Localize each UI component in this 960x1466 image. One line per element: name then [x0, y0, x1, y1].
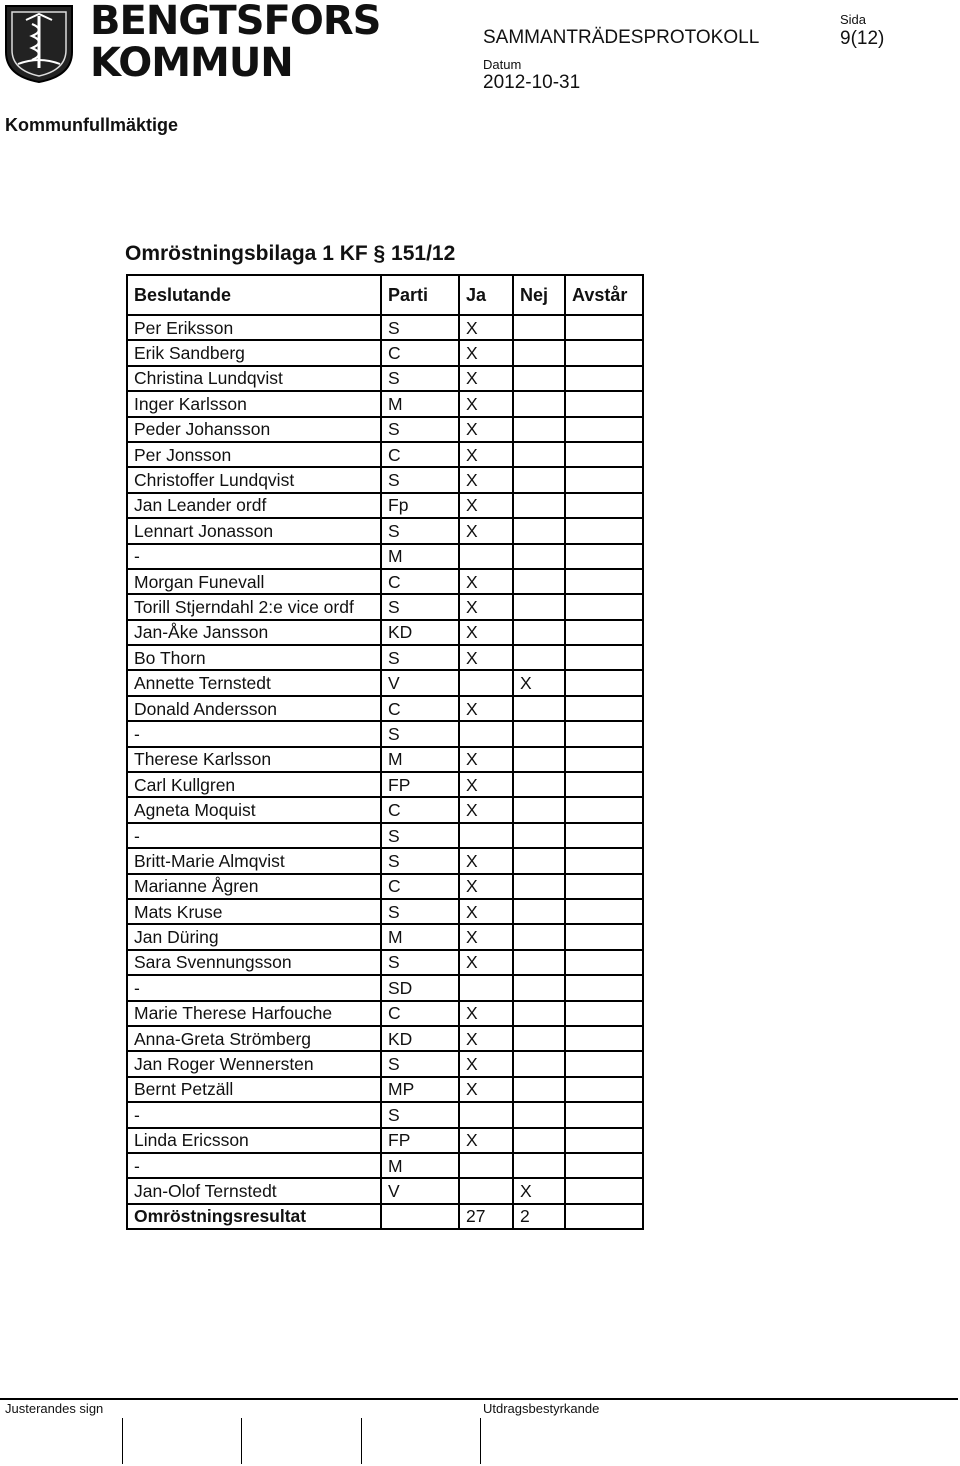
member-name-cell: Bo Thorn — [127, 645, 381, 670]
abstain-cell — [565, 594, 643, 619]
yes-cell: X — [459, 899, 513, 924]
party-cell: M — [381, 391, 459, 416]
table-row — [127, 467, 643, 492]
yes-cell: X — [459, 696, 513, 721]
yes-cell: X — [459, 1077, 513, 1102]
party-cell: S — [381, 467, 459, 492]
abstain-cell — [565, 340, 643, 365]
abstain-cell — [565, 442, 643, 467]
column-header-nej: Nej — [513, 275, 565, 315]
no-cell — [513, 340, 565, 365]
footer-divider — [0, 1398, 958, 1400]
table-row — [127, 899, 643, 924]
no-cell — [513, 823, 565, 848]
yes-cell: X — [459, 620, 513, 645]
signature-footer — [0, 1398, 960, 1466]
no-cell — [513, 391, 565, 416]
no-cell — [513, 747, 565, 772]
no-cell — [513, 975, 565, 1000]
member-name-cell: Carl Kullgren — [127, 772, 381, 797]
abstain-cell — [565, 848, 643, 873]
table-row — [127, 417, 643, 442]
document-type: SAMMANTRÄDESPROTOKOLL — [483, 27, 760, 48]
member-name-cell: Per Jonsson — [127, 442, 381, 467]
no-cell — [513, 493, 565, 518]
no-cell — [513, 518, 565, 543]
yes-cell: X — [459, 493, 513, 518]
party-cell: S — [381, 721, 459, 746]
no-cell — [513, 797, 565, 822]
table-row — [127, 1077, 643, 1102]
table-row — [127, 493, 643, 518]
table-row — [127, 1051, 643, 1076]
yes-cell: X — [459, 645, 513, 670]
vote-table-body — [127, 315, 643, 1229]
yes-cell: X — [459, 797, 513, 822]
yes-cell — [459, 670, 513, 695]
yes-cell: X — [459, 366, 513, 391]
member-name-cell: Annette Ternstedt — [127, 670, 381, 695]
member-name-cell: Donald Andersson — [127, 696, 381, 721]
table-row — [127, 950, 643, 975]
signature-box-divider — [241, 1418, 242, 1464]
total-no-cell: 2 — [513, 1204, 565, 1229]
table-row — [127, 848, 643, 873]
party-cell: SD — [381, 975, 459, 1000]
party-cell: S — [381, 315, 459, 340]
page-label: Sida — [840, 12, 867, 27]
abstain-cell — [565, 493, 643, 518]
no-cell — [513, 1102, 565, 1127]
party-cell: C — [381, 797, 459, 822]
column-header-avstar: Avstår — [565, 275, 643, 315]
yes-cell: X — [459, 874, 513, 899]
table-row — [127, 340, 643, 365]
abstain-cell — [565, 1051, 643, 1076]
table-row — [127, 645, 643, 670]
yes-cell — [459, 1153, 513, 1178]
table-row — [127, 1102, 643, 1127]
yes-cell: X — [459, 1001, 513, 1026]
member-name-cell: Anna-Greta Strömberg — [127, 1026, 381, 1051]
member-name-cell: Jan Leander ordf — [127, 493, 381, 518]
no-cell: X — [513, 670, 565, 695]
vote-table — [126, 274, 644, 1230]
no-cell — [513, 544, 565, 569]
abstain-cell — [565, 772, 643, 797]
member-name-cell: - — [127, 975, 381, 1000]
no-cell — [513, 696, 565, 721]
abstain-cell — [565, 620, 643, 645]
abstain-cell — [565, 467, 643, 492]
table-row — [127, 442, 643, 467]
abstain-cell — [565, 696, 643, 721]
yes-cell: X — [459, 340, 513, 365]
party-cell: Fp — [381, 493, 459, 518]
yes-cell: X — [459, 467, 513, 492]
yes-cell: X — [459, 848, 513, 873]
party-cell: C — [381, 442, 459, 467]
yes-cell: X — [459, 569, 513, 594]
municipality-logo — [4, 0, 381, 86]
party-cell: MP — [381, 1077, 459, 1102]
yes-cell: X — [459, 442, 513, 467]
table-row — [127, 772, 643, 797]
abstain-cell — [565, 747, 643, 772]
member-name-cell: Per Eriksson — [127, 315, 381, 340]
party-cell: M — [381, 747, 459, 772]
signature-box-divider — [361, 1418, 362, 1464]
department-name: Kommunfullmäktige — [5, 115, 179, 135]
signature-box-divider — [122, 1418, 123, 1464]
abstain-cell — [565, 670, 643, 695]
member-name-cell: Sara Svennungsson — [127, 950, 381, 975]
no-cell — [513, 315, 565, 340]
yes-cell — [459, 975, 513, 1000]
party-cell: M — [381, 924, 459, 949]
party-cell: S — [381, 518, 459, 543]
no-cell — [513, 645, 565, 670]
party-cell: S — [381, 950, 459, 975]
no-cell — [513, 721, 565, 746]
table-row — [127, 569, 643, 594]
table-row — [127, 747, 643, 772]
logo-line-2: KOMMUN — [90, 40, 293, 86]
abstain-cell — [565, 1077, 643, 1102]
party-cell: M — [381, 544, 459, 569]
no-cell — [513, 874, 565, 899]
logo-wordmark — [90, 0, 380, 84]
table-row — [127, 391, 643, 416]
yes-cell: X — [459, 950, 513, 975]
no-cell — [513, 1026, 565, 1051]
table-row — [127, 1153, 643, 1178]
abstain-cell — [565, 391, 643, 416]
table-row — [127, 594, 643, 619]
abstain-cell — [565, 1026, 643, 1051]
member-name-cell: - — [127, 823, 381, 848]
party-cell: S — [381, 645, 459, 670]
no-cell — [513, 1077, 565, 1102]
coat-of-arms-icon — [4, 4, 74, 84]
yes-cell: X — [459, 417, 513, 442]
yes-cell: X — [459, 594, 513, 619]
member-name-cell: Jan Roger Wennersten — [127, 1051, 381, 1076]
yes-cell: X — [459, 747, 513, 772]
table-header-row — [127, 275, 643, 315]
party-cell: KD — [381, 1026, 459, 1051]
party-cell: S — [381, 1051, 459, 1076]
party-cell: FP — [381, 772, 459, 797]
member-name-cell: Jan-Åke Jansson — [127, 620, 381, 645]
page-number: 9(12) — [840, 28, 885, 49]
table-row — [127, 544, 643, 569]
party-cell: FP — [381, 1128, 459, 1153]
table-row — [127, 518, 643, 543]
date-label: Datum — [483, 57, 522, 72]
member-name-cell: Peder Johansson — [127, 417, 381, 442]
abstain-cell — [565, 518, 643, 543]
no-cell — [513, 594, 565, 619]
footer-left-label: Justerandes sign — [5, 1401, 104, 1416]
abstain-cell — [565, 1128, 643, 1153]
yes-cell: X — [459, 315, 513, 340]
page-title: Omröstningsbilaga 1 KF § 151/12 — [125, 242, 456, 265]
member-name-cell: Jan Düring — [127, 924, 381, 949]
yes-cell: X — [459, 518, 513, 543]
table-row — [127, 823, 643, 848]
yes-cell — [459, 544, 513, 569]
no-cell — [513, 1153, 565, 1178]
abstain-cell — [565, 874, 643, 899]
member-name-cell: - — [127, 1102, 381, 1127]
yes-cell — [459, 823, 513, 848]
yes-cell — [459, 1102, 513, 1127]
yes-cell: X — [459, 1026, 513, 1051]
member-name-cell: - — [127, 1153, 381, 1178]
table-row — [127, 620, 643, 645]
abstain-cell — [565, 645, 643, 670]
no-cell — [513, 899, 565, 924]
party-cell: V — [381, 670, 459, 695]
member-name-cell: Christoffer Lundqvist — [127, 467, 381, 492]
member-name-cell: Torill Stjerndahl 2:e vice ordf — [127, 594, 381, 619]
abstain-cell — [565, 1178, 643, 1203]
abstain-cell — [565, 721, 643, 746]
abstain-cell — [565, 315, 643, 340]
no-cell — [513, 442, 565, 467]
column-header-beslutande: Beslutande — [127, 275, 381, 315]
no-cell — [513, 1128, 565, 1153]
no-cell — [513, 366, 565, 391]
abstain-cell — [565, 823, 643, 848]
table-row — [127, 975, 643, 1000]
table-row — [127, 1026, 643, 1051]
no-cell — [513, 772, 565, 797]
party-cell: S — [381, 366, 459, 391]
table-row — [127, 1001, 643, 1026]
party-cell: S — [381, 417, 459, 442]
no-cell — [513, 924, 565, 949]
party-cell: S — [381, 848, 459, 873]
member-name-cell: Lennart Jonasson — [127, 518, 381, 543]
total-abstain-cell — [565, 1204, 643, 1229]
party-cell: V — [381, 1178, 459, 1203]
footer-right-label: Utdragsbestyrkande — [483, 1401, 600, 1416]
no-cell — [513, 467, 565, 492]
no-cell — [513, 620, 565, 645]
abstain-cell — [565, 417, 643, 442]
member-name-cell: Morgan Funevall — [127, 569, 381, 594]
member-name-cell: Therese Karlsson — [127, 747, 381, 772]
table-row — [127, 1178, 643, 1203]
abstain-cell — [565, 1001, 643, 1026]
table-row — [127, 874, 643, 899]
abstain-cell — [565, 544, 643, 569]
yes-cell: X — [459, 772, 513, 797]
abstain-cell — [565, 1102, 643, 1127]
member-name-cell: Agneta Moquist — [127, 797, 381, 822]
member-name-cell: Inger Karlsson — [127, 391, 381, 416]
no-cell — [513, 1001, 565, 1026]
abstain-cell — [565, 797, 643, 822]
abstain-cell — [565, 569, 643, 594]
member-name-cell: Christina Lundqvist — [127, 366, 381, 391]
total-party-cell — [381, 1204, 459, 1229]
yes-cell: X — [459, 1128, 513, 1153]
member-name-cell: Britt-Marie Almqvist — [127, 848, 381, 873]
table-row — [127, 1128, 643, 1153]
column-header-ja: Ja — [459, 275, 513, 315]
party-cell: M — [381, 1153, 459, 1178]
abstain-cell — [565, 899, 643, 924]
abstain-cell — [565, 950, 643, 975]
party-cell: S — [381, 1102, 459, 1127]
party-cell: C — [381, 874, 459, 899]
yes-cell: X — [459, 1051, 513, 1076]
no-cell: X — [513, 1178, 565, 1203]
abstain-cell — [565, 924, 643, 949]
no-cell — [513, 950, 565, 975]
date-value: 2012-10-31 — [483, 72, 581, 93]
party-cell: C — [381, 340, 459, 365]
yes-cell — [459, 721, 513, 746]
party-cell: C — [381, 569, 459, 594]
no-cell — [513, 417, 565, 442]
table-row — [127, 670, 643, 695]
yes-cell — [459, 1178, 513, 1203]
abstain-cell — [565, 1153, 643, 1178]
yes-cell: X — [459, 391, 513, 416]
member-name-cell: Linda Ericsson — [127, 1128, 381, 1153]
no-cell — [513, 848, 565, 873]
member-name-cell: Mats Kruse — [127, 899, 381, 924]
table-row — [127, 696, 643, 721]
table-row — [127, 721, 643, 746]
party-cell: C — [381, 696, 459, 721]
total-yes-cell: 27 — [459, 1204, 513, 1229]
member-name-cell: Jan-Olof Ternstedt — [127, 1178, 381, 1203]
member-name-cell: - — [127, 544, 381, 569]
table-row — [127, 797, 643, 822]
member-name-cell: Marianne Ågren — [127, 874, 381, 899]
total-row — [127, 1204, 643, 1229]
table-row — [127, 924, 643, 949]
column-header-parti: Parti — [381, 275, 459, 315]
abstain-cell — [565, 366, 643, 391]
yes-cell: X — [459, 924, 513, 949]
logo-line-1: BENGTSFORS — [90, 0, 381, 44]
party-cell: S — [381, 594, 459, 619]
member-name-cell: Bernt Petzäll — [127, 1077, 381, 1102]
total-label-cell: Omröstningsresultat — [127, 1204, 381, 1229]
member-name-cell: - — [127, 721, 381, 746]
signature-box-divider — [480, 1418, 481, 1464]
party-cell: S — [381, 899, 459, 924]
party-cell: KD — [381, 620, 459, 645]
table-row — [127, 315, 643, 340]
no-cell — [513, 1051, 565, 1076]
party-cell: S — [381, 823, 459, 848]
no-cell — [513, 569, 565, 594]
abstain-cell — [565, 975, 643, 1000]
party-cell: C — [381, 1001, 459, 1026]
table-row — [127, 366, 643, 391]
member-name-cell: Marie Therese Harfouche — [127, 1001, 381, 1026]
member-name-cell: Erik Sandberg — [127, 340, 381, 365]
